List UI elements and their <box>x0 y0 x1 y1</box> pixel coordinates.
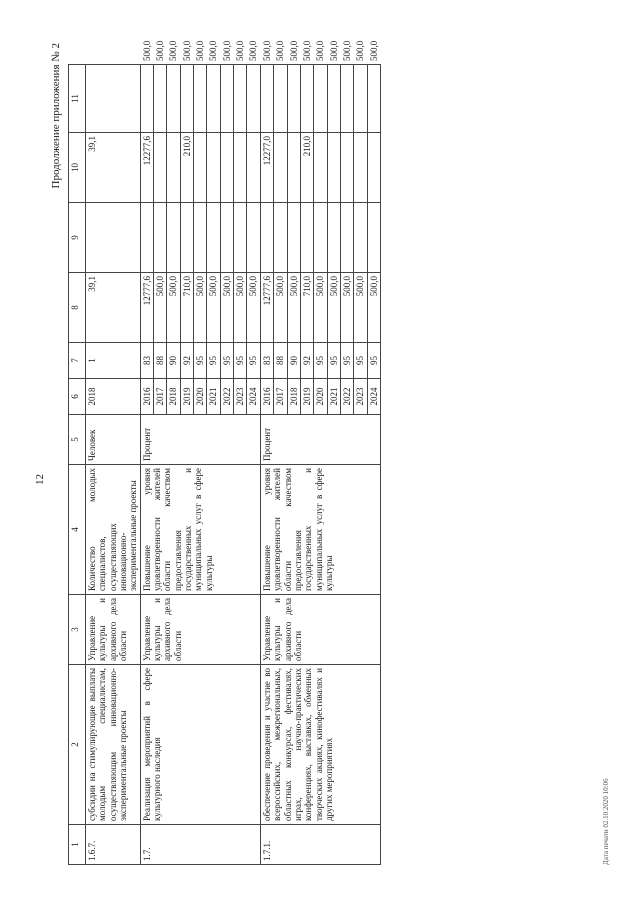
table-row: 2017 88 500,0 500,0 <box>154 65 167 865</box>
column-header: 2 <box>69 665 86 825</box>
row-unit: Процент <box>260 415 380 465</box>
federal-funding <box>180 203 193 273</box>
column-header: 3 <box>69 595 86 665</box>
local-funding <box>314 65 327 133</box>
regional-funding <box>314 133 327 203</box>
federal-funding <box>140 203 153 273</box>
table-row: 1.7. Реализация мероприятий в сфере культурного наследия Управление культуры и архивного дела области Повышение уровня удовлетворенности жителей области качеством предоставления государственных и муниципальных услуг в сфере культуры Процент 2016 83 12777,6 12277,6 500,0 <box>140 65 153 865</box>
total-funding: 12777,6 <box>260 273 273 343</box>
local-funding <box>287 65 300 133</box>
row-indicator: Повышение уровня удовлетворенности жителей области качеством предоставления государственных и муниципальных услуг в сфере культуры <box>260 465 380 595</box>
row-unit: Процент <box>140 415 260 465</box>
regional-funding: 210,0 <box>300 133 313 203</box>
target-value: 95 <box>194 343 207 379</box>
local-funding <box>354 65 367 133</box>
row-unit: Человек <box>86 415 141 465</box>
year-cell: 2016 <box>260 379 273 415</box>
federal-funding <box>207 203 220 273</box>
column-header: 6 <box>69 379 86 415</box>
target-value: 95 <box>367 343 380 379</box>
table-row: 2024 95 500,0 500,0 <box>367 65 380 865</box>
table-row: 2018 90 500,0 500,0 <box>287 65 300 865</box>
regional-funding <box>367 133 380 203</box>
year-cell: 2021 <box>327 379 340 415</box>
total-funding: 500,0 <box>234 273 247 343</box>
target-value: 88 <box>154 343 167 379</box>
local-funding <box>300 65 313 133</box>
total-funding: 500,0 <box>340 273 353 343</box>
local-funding <box>220 65 233 133</box>
federal-funding <box>260 203 273 273</box>
total-funding: 500,0 <box>154 273 167 343</box>
column-header: 7 <box>69 343 86 379</box>
total-funding: 710,0 <box>300 273 313 343</box>
regional-funding <box>247 133 260 203</box>
regional-funding: 210,0 <box>180 133 193 203</box>
column-header: 4 <box>69 465 86 595</box>
print-date: Дата печати 02.10.2020 10:06 <box>602 778 610 865</box>
row-name: обеспечение проведения и участие во всероссийских, межрегиональных, областных конкурсах, фестивалях, играх, научно-практических конференциях, выставках, обменных творческих акциях, кинофестивалях и других мероприятиях <box>260 665 380 825</box>
table-row: 2020 95 500,0 500,0 <box>194 65 207 865</box>
column-header: 11 <box>69 65 86 133</box>
local-funding <box>274 65 287 133</box>
row-indicator: Повышение уровня удовлетворенности жителей области качеством предоставления государственных и муниципальных услуг в сфере культуры <box>140 465 260 595</box>
local-funding <box>140 65 153 133</box>
target-value: 95 <box>220 343 233 379</box>
total-funding: 500,0 <box>314 273 327 343</box>
year-cell: 2024 <box>367 379 380 415</box>
federal-funding <box>247 203 260 273</box>
federal-funding <box>314 203 327 273</box>
local-funding <box>194 65 207 133</box>
regional-funding <box>194 133 207 203</box>
regional-funding <box>340 133 353 203</box>
column-header: 1 <box>69 825 86 865</box>
federal-funding <box>86 203 141 273</box>
local-funding <box>180 65 193 133</box>
regional-funding <box>234 133 247 203</box>
year-cell: 2018 <box>287 379 300 415</box>
target-value: 95 <box>354 343 367 379</box>
local-funding <box>207 65 220 133</box>
year-cell: 2022 <box>340 379 353 415</box>
federal-funding <box>220 203 233 273</box>
regional-funding <box>154 133 167 203</box>
table-row: 2019 92 710,0 210,0 500,0 <box>300 65 313 865</box>
table-row: 2021 95 500,0 500,0 <box>327 65 340 865</box>
target-value: 92 <box>300 343 313 379</box>
target-value: 1 <box>86 343 141 379</box>
table-row <box>86 65 141 865</box>
regional-funding: 12277,0 <box>260 133 273 203</box>
total-funding: 500,0 <box>354 273 367 343</box>
row-id: 1.7.1. <box>260 825 380 865</box>
local-funding <box>367 65 380 133</box>
row-id: 1.6.7. <box>86 825 141 865</box>
regional-funding <box>274 133 287 203</box>
table-row: 2022 95 500,0 500,0 <box>340 65 353 865</box>
row-executor: Управление культуры и архивного дела области <box>260 595 380 665</box>
table-row: 2019 92 710,0 210,0 500,0 <box>180 65 193 865</box>
total-funding: 500,0 <box>194 273 207 343</box>
row-executor: Управление культуры и архивного дела области <box>140 595 260 665</box>
row-executor: Управление культуры и архивного дела области <box>86 595 141 665</box>
local-funding <box>86 65 141 133</box>
table-row: 2024 95 500,0 500,0 <box>247 65 260 865</box>
federal-funding <box>340 203 353 273</box>
federal-funding <box>327 203 340 273</box>
federal-funding <box>154 203 167 273</box>
year-cell: 2019 <box>300 379 313 415</box>
target-value: 95 <box>340 343 353 379</box>
year-cell: 2018 <box>167 379 180 415</box>
regional-funding <box>327 133 340 203</box>
target-value: 88 <box>274 343 287 379</box>
local-funding <box>247 65 260 133</box>
row-name: Реализация мероприятий в сфере культурного наследия <box>140 665 260 825</box>
total-funding: 710,0 <box>180 273 193 343</box>
year-cell: 2020 <box>314 379 327 415</box>
table-row: 2021 95 500,0 500,0 <box>207 65 220 865</box>
continuation-note: Продолжение приложения № 2 <box>50 43 62 189</box>
year-cell: 2017 <box>274 379 287 415</box>
regional-funding: 12277,6 <box>140 133 153 203</box>
page-header <box>20 25 60 885</box>
local-funding <box>340 65 353 133</box>
target-value: 95 <box>247 343 260 379</box>
year-cell: 2023 <box>234 379 247 415</box>
year-cell: 2020 <box>194 379 207 415</box>
year-cell: 2021 <box>207 379 220 415</box>
year-cell: 2023 <box>354 379 367 415</box>
local-funding <box>154 65 167 133</box>
target-value: 83 <box>260 343 273 379</box>
row-indicator: Количество молодых специалистов, осуществляющих инновационно-экспериментальные проекты <box>86 465 141 595</box>
program-table <box>68 40 381 865</box>
row-name: субсидии на стимулирующие выплаты молодым специалистам, осуществляющим инновационно-экспериментальные проекты <box>86 665 141 825</box>
federal-funding <box>167 203 180 273</box>
total-funding: 500,0 <box>367 273 380 343</box>
federal-funding <box>234 203 247 273</box>
local-funding <box>327 65 340 133</box>
target-value: 83 <box>140 343 153 379</box>
target-value: 95 <box>327 343 340 379</box>
total-funding: 500,0 <box>167 273 180 343</box>
total-funding: 500,0 <box>220 273 233 343</box>
regional-funding <box>220 133 233 203</box>
table-row: 2017 88 500,0 500,0 <box>274 65 287 865</box>
table-row: 2020 95 500,0 500,0 <box>314 65 327 865</box>
header-row <box>69 65 86 865</box>
page-number: 12 <box>34 474 46 485</box>
year-cell: 2016 <box>140 379 153 415</box>
year-cell: 2018 <box>86 379 141 415</box>
regional-funding: 39,1 <box>86 133 141 203</box>
column-header: 8 <box>69 273 86 343</box>
total-funding: 500,0 <box>274 273 287 343</box>
column-header: 5 <box>69 415 86 465</box>
year-cell: 2019 <box>180 379 193 415</box>
regional-funding <box>167 133 180 203</box>
total-funding: 500,0 <box>247 273 260 343</box>
column-header: 10 <box>69 133 86 203</box>
regional-funding <box>354 133 367 203</box>
year-cell: 2022 <box>220 379 233 415</box>
row-id: 1.7. <box>140 825 260 865</box>
regional-funding <box>207 133 220 203</box>
total-funding: 39,1 <box>86 273 141 343</box>
table-row: 2023 95 500,0 500,0 <box>354 65 367 865</box>
federal-funding <box>287 203 300 273</box>
table-row: 2023 95 500,0 500,0 <box>234 65 247 865</box>
regional-funding <box>287 133 300 203</box>
table-body <box>86 40 381 865</box>
total-funding: 500,0 <box>207 273 220 343</box>
target-value: 95 <box>234 343 247 379</box>
target-value: 90 <box>167 343 180 379</box>
total-funding: 500,0 <box>287 273 300 343</box>
federal-funding <box>274 203 287 273</box>
local-funding <box>234 65 247 133</box>
year-cell: 2024 <box>247 379 260 415</box>
table-row: 2022 95 500,0 500,0 <box>220 65 233 865</box>
total-funding: 12777,6 <box>140 273 153 343</box>
federal-funding <box>300 203 313 273</box>
local-funding <box>167 65 180 133</box>
federal-funding <box>194 203 207 273</box>
federal-funding <box>367 203 380 273</box>
federal-funding <box>354 203 367 273</box>
local-funding <box>260 65 273 133</box>
rotated-page <box>20 25 620 885</box>
target-value: 92 <box>180 343 193 379</box>
table-row: 2018 90 500,0 500,0 <box>167 65 180 865</box>
total-funding: 500,0 <box>327 273 340 343</box>
column-header: 9 <box>69 203 86 273</box>
target-value: 95 <box>207 343 220 379</box>
year-cell: 2017 <box>154 379 167 415</box>
table-row: 1.7.1. обеспечение проведения и участие во всероссийских, межрегиональных, областных конкурсах, фестивалях, играх, научно-практических конференциях, выставках, обменных творческих акциях, кинофестивалях и других мероприятиях Управление культуры и архивного дела области Повышение уровня удовлетворенности жителей области качеством предоставления государственных и муниципальных услуг в сфере культуры Процент 2016 83 12777,6 12277,0 500,0 <box>260 65 273 865</box>
target-value: 95 <box>314 343 327 379</box>
target-value: 90 <box>287 343 300 379</box>
